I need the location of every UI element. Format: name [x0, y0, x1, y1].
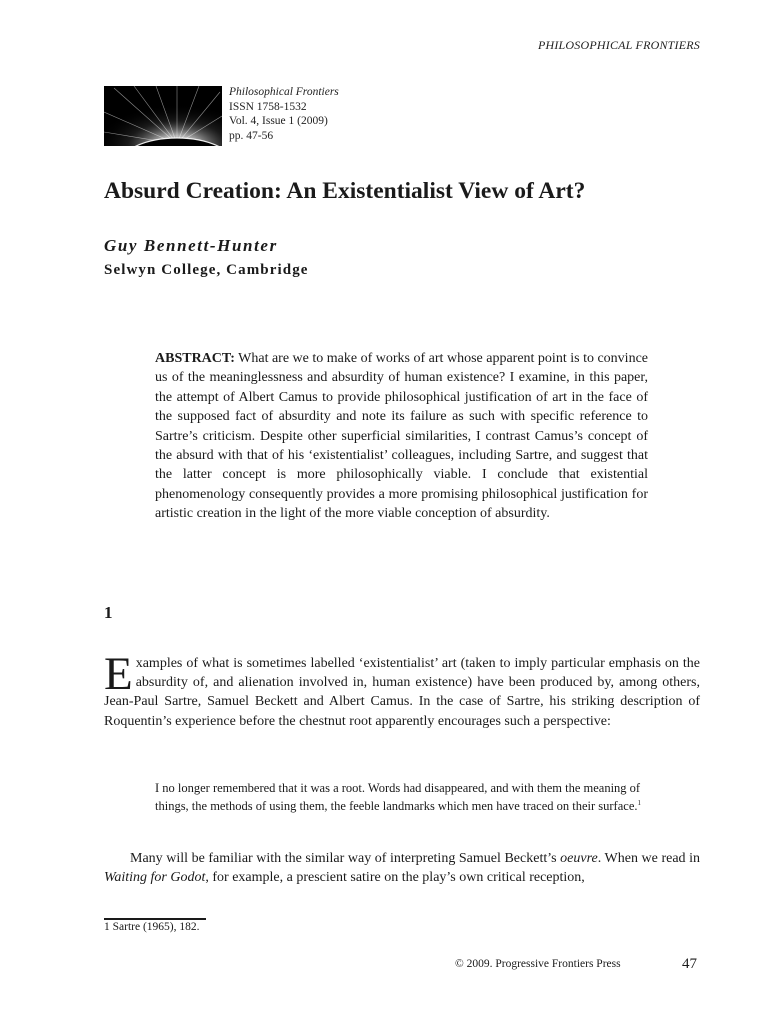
footnote: 1 Sartre (1965), 182.: [104, 921, 200, 933]
paragraph-2-part-1: Many will be familiar with the similar way of interpreting Samuel Beckett’s: [130, 851, 561, 866]
paragraph-2-italic-1: oeuvre: [560, 851, 598, 866]
journal-volume: Vol. 4, Issue 1 (2009): [229, 115, 328, 127]
footnote-divider: [104, 918, 206, 920]
journal-meta: [229, 85, 339, 143]
quote-text: I no longer remembered that it was a root. Words had disappeared, and with them the meaning of things, the methods of using them, the feeble landmarks which men have traced on their surface.: [155, 781, 641, 814]
logo-graphic: [104, 86, 222, 146]
running-head: PHILOSOPHICAL FRONTIERS: [537, 38, 700, 52]
body-paragraph-2: [104, 849, 700, 887]
paragraph-2-part-3: , for example, a prescient satire on the play’s own critical reception,: [205, 870, 585, 886]
article-author: Guy Bennett-Hunter: [104, 236, 278, 255]
journal-name: Philosophical Frontiers: [229, 86, 339, 98]
copyright-notice: © 2009. Progressive Frontiers Press: [455, 958, 621, 970]
abstract-text: What are we to make of works of art whose apparent point is to convince us of the meaninglessness and absurdity of human existence? I examine, in this paper, the attempt of Albert Camus to provide philosophical justification of art in the face of the supposed fact of absurdity and note its failure as such with specific reference to Sartre’s criticism. Despite other superficial similarities, I contrast Camus’s concept of the absurd with that of his ‘existentialist’ colleagues, including Sartre, and suggest that the latter concept is more philosophically viable. I conclude that existential phenomenology consequently provides a more promising philosophical justification for artistic creation in the light of the more viable conception of absurdity.: [155, 351, 648, 522]
paragraph-2-italic-2: Waiting for Godot: [104, 870, 206, 886]
drop-cap: E: [104, 648, 133, 700]
paragraph-2-part-2: . When we read in: [597, 851, 700, 866]
section-heading: 1: [104, 603, 113, 622]
abstract-label: ABSTRACT:: [155, 351, 235, 366]
article-title: Absurd Creation: An Existentialist View of Art?: [104, 178, 586, 204]
journal-masthead: [104, 86, 339, 148]
body-paragraph-1: [104, 648, 700, 731]
footnote-reference[interactable]: 1: [637, 799, 641, 808]
page-number: 47: [682, 956, 697, 972]
author-affiliation: Selwyn College, Cambridge: [104, 262, 309, 278]
paragraph-1-text: xamples of what is sometimes labelled ‘existentialist’ art (taken to imply particular emphasis on the absurdity of, and alienation involved in, human existence) have been produced by, among others, Jean-Paul Sartre, Samuel Beckett and Albert Camus. In the case of Sartre, his striking description of Roquentin’s experience before the chestnut root apparently encourages such a perspective:: [104, 656, 700, 729]
block-quote: [155, 779, 655, 816]
journal-pages: pp. 47-56: [229, 129, 274, 142]
abstract: [155, 349, 648, 524]
journal-issn: ISSN 1758-1532: [229, 100, 307, 113]
eclipse-sunburst-logo: [104, 86, 222, 146]
